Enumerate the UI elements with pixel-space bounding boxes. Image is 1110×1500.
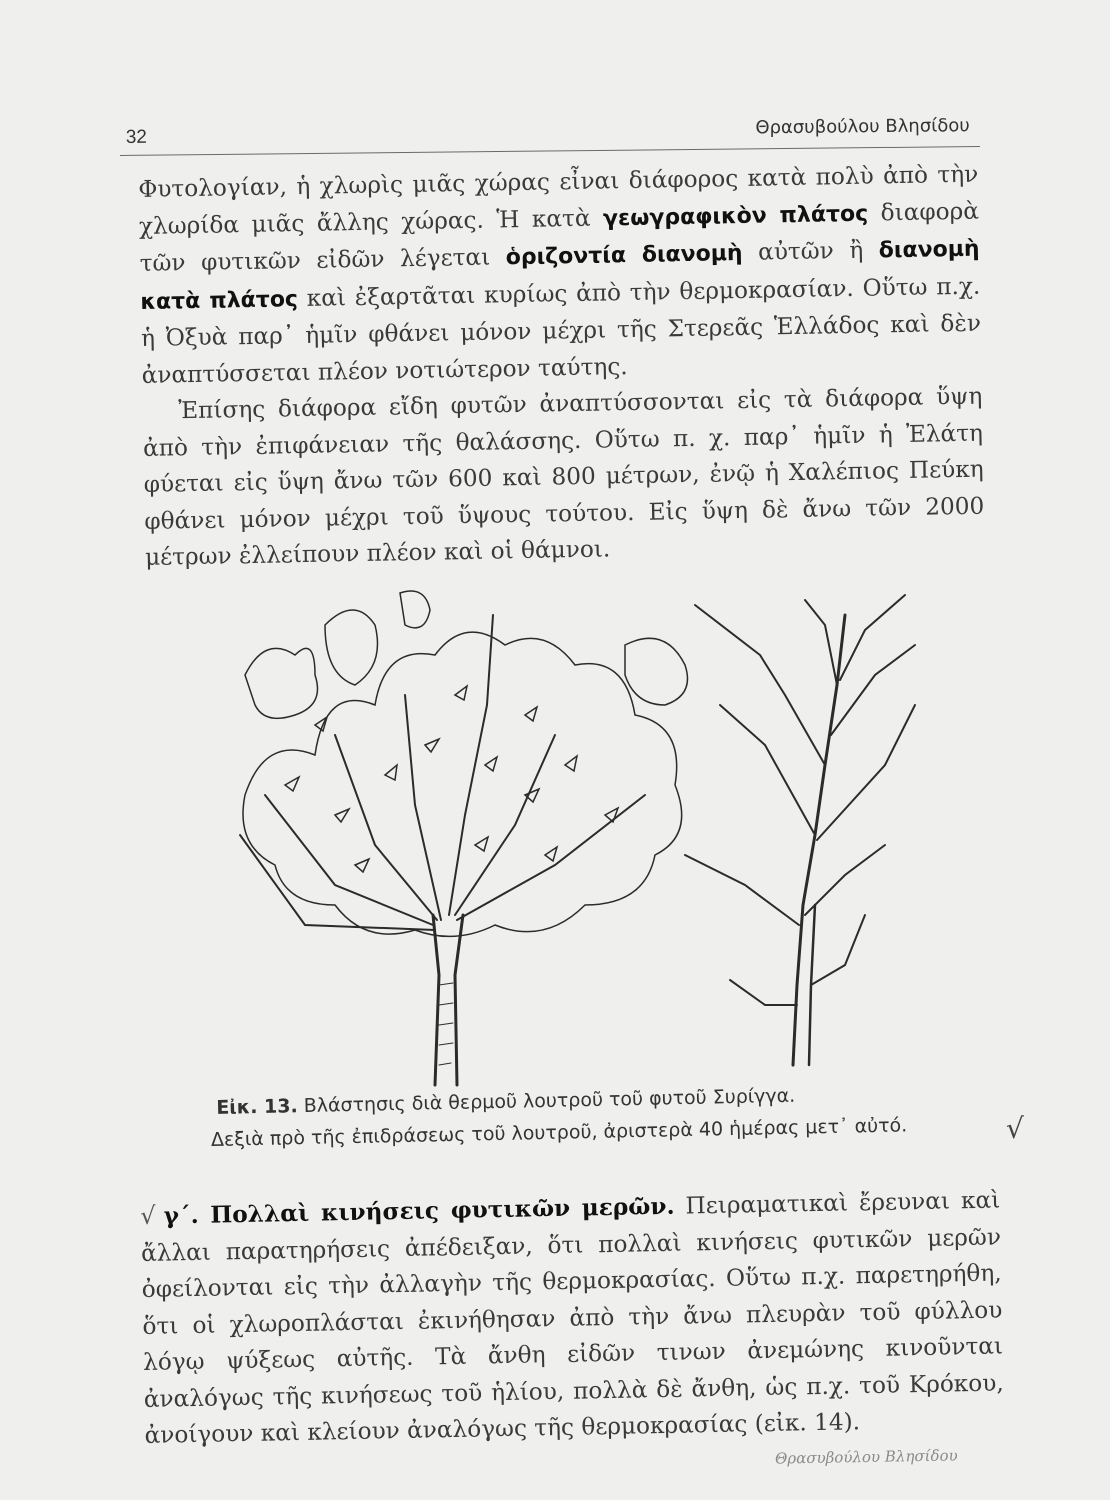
figure-label: Εἰκ. 13. — [216, 1095, 298, 1119]
bold-term: διανομὴ κατὰ πλάτος — [140, 236, 980, 315]
caption-line-2: Δεξιὰ πρὸ τῆς ἐπιδράσεως τοῦ λουτροῦ, ἀριστερὰ 40 ἡμέρας μετ᾿ αὐτό. — [210, 1114, 908, 1151]
paragraph-text: καὶ ἐξαρτᾶται κυρίως ἀπὸ τὴν θερμοκρασίαν. Οὕτω π.χ. ἡ Ὀξυὰ παρ᾿ ἡμῖν φθάνει μόνον μέχρι τῆς Στερεᾶς Ἑλλάδος καὶ δὲν ἀναπτύσσεται πλέον νοτιώτερον ταύτης. — [140, 272, 982, 389]
watermark-signature: Θρασυβούλου Βλησίδου — [774, 1446, 958, 1468]
section-text: Πειραματικαὶ ἔρευναι καὶ ἄλλαι παρατηρήσεις ἀπέδειξαν, ὅτι πολλαὶ κινήσεις φυτικῶν μερῶν ὀφείλονται εἰς τὴν ἀλλαγὴν τῆς θερμοκρασίας. Οὕτω π.χ. παρετηρήθη, ὅτι οἱ χλωροπλάσται ἐκινήθησαν ἀπὸ τὴν ἄνω πλευρὰν τοῦ φύλλου λόγῳ ψύξεως αὐτῆς. Τὰ ἄνθη εἰδῶν τινων ἀνεμώνης κινοῦνται ἀναλόγως τῆς κινήσεως τοῦ ἡλίου, πολλὰ δὲ ἄνθη, ὡς π.χ. τοῦ Κρόκου, ἀνοίγουν καὶ κλείουν ἀναλόγως τῆς θερμοκρασίας (εἰκ. 14). — [140, 1186, 1004, 1449]
page-header — [119, 91, 980, 156]
handwritten-check-mark: √ — [1006, 1112, 1024, 1145]
paragraph-text: αὐτῶν ἢ — [742, 236, 880, 266]
paragraph-horizontal-distribution — [138, 157, 982, 394]
bare-lilac-plant — [685, 595, 915, 1065]
lilac-drawing — [225, 585, 985, 1095]
section-heading: γ΄. Πολλαὶ κινήσεις φυτικῶν μερῶν. — [163, 1192, 675, 1230]
bold-term: γεωγραφικὸν πλάτος — [602, 201, 869, 231]
leafy-lilac-plant — [240, 591, 688, 1085]
handwritten-check-mark: √ — [140, 1201, 156, 1230]
figure-lilac-illustration — [225, 585, 985, 1095]
section-plant-movements — [140, 1181, 1005, 1454]
running-head: Θρασυβούλου Βλησίδου — [755, 115, 970, 139]
bold-term: ὁριζοντία διανομὴ — [505, 240, 743, 271]
caption-text: Βλάστησις διὰ θερμοῦ λουτροῦ τοῦ φυτοῦ Συρίγγα. — [303, 1084, 796, 1118]
paragraph-text: διαφορὰ τῶν φυτικῶν εἰδῶν λέγεται — [139, 197, 980, 277]
page-number: 32 — [125, 126, 148, 148]
paragraph-text: Φυτολογίαν, ἡ χλωρὶς μιᾶς χώρας εἶναι διάφορος κατὰ πολὺ ἀπὸ τὴν χλωρίδα μιᾶς ἄλλης χώρας. Ἡ κατὰ — [138, 160, 979, 240]
body-text — [138, 157, 985, 577]
paragraph-altitude-distribution: Ἐπίσης διάφορα εἴδη φυτῶν ἀναπτύσσονται εἰς τὰ διάφορα ὕψη ἀπὸ τὴν ἐπιφάνειαν τῆς θαλάσσης. Οὕτω π. χ. παρ᾿ ἡμῖν ἡ Ἐλάτη φύεται εἰς ὕψη ἄνω τῶν 600 καὶ 800 μέτρων, ἐνῷ ἡ Χαλέπιος Πεύκη φθάνει μόνον μέχρι τοῦ ὕψους τούτου. Εἰς ὕψη δὲ ἄνω τῶν 2000 μέτρων ἐλλείπουν πλέον καὶ οἱ θάμνοι. — [142, 382, 985, 571]
